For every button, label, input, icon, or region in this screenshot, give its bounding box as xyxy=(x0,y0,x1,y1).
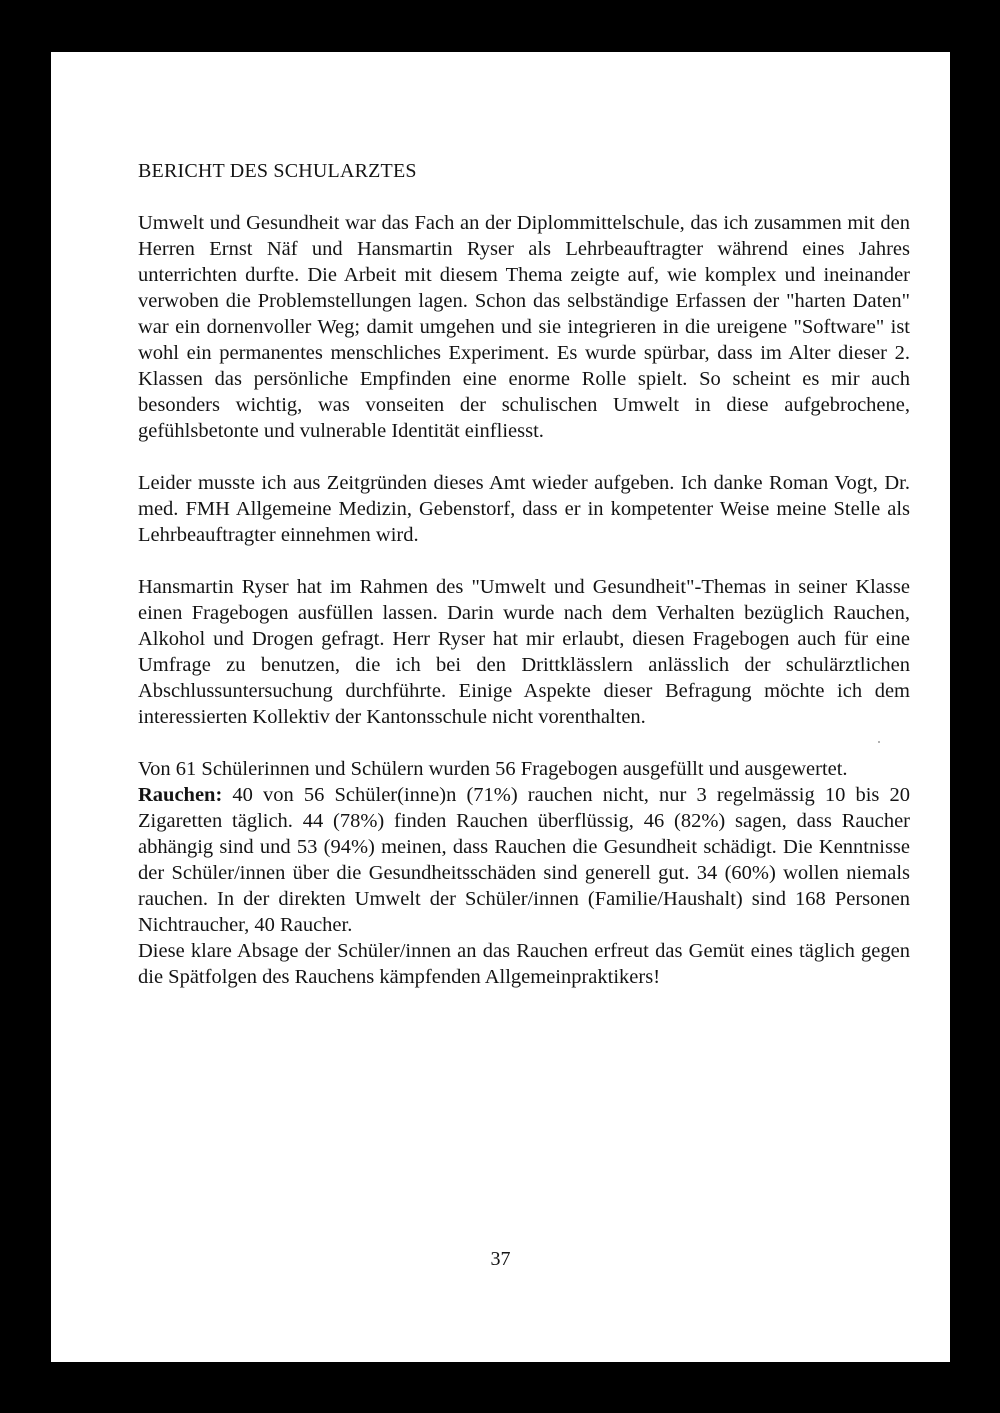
paragraph-smoking-results xyxy=(138,782,910,938)
smoking-text: 40 von 56 Schüler(inne)n (71%) rauchen nicht, nur 3 regelmässig 10 bis 20 Zigaretten täglich. 44 (78%) finden Rauchen überflüssig, 46 (82%) sagen, dass Raucher abhängig sind und 53 (94%) meinen, dass Rauchen die Gesundheit schädigt. Die Kenntnisse der Schüler/innen über die Gesundheitsschäden sind generell gut. 34 (60%) wollen niemals rauchen. In der direkten Umwelt der Schüler/innen (Familie/Haushalt) sind 168 Personen Nichtraucher, 40 Raucher. xyxy=(138,784,910,936)
document-body xyxy=(138,158,910,990)
paragraph-closing: Diese klare Absage der Schüler/innen an das Rauchen erfreut das Gemüt eines täglich gegen die Spätfolgen des Rauchens kämpfenden Allgemeinpraktikers! xyxy=(138,940,910,988)
document-page xyxy=(51,52,950,1362)
paragraph-resignation: Leider musste ich aus Zeitgründen dieses Amt wieder aufgeben. Ich danke Roman Vogt, Dr. med. FMH Allgemeine Medizin, Gebenstorf, dass er in kompetenter Weise meine Stelle als Lehrbeauftragter einnehmen wird. xyxy=(138,472,910,546)
scan-speck xyxy=(878,741,880,743)
paragraph-response-count: Von 61 Schülerinnen und Schülern wurden 56 Fragebogen ausgefüllt und ausgewertet. xyxy=(138,758,848,780)
page-title: BERICHT DES SCHULARZTES xyxy=(138,160,417,182)
paragraph-intro: Umwelt und Gesundheit war das Fach an der Diplommittelschule, das ich zusammen mit den Herren Ernst Näf und Hansmartin Ryser als Lehrbeauftragter während eines Jahres unterrichten durfte. Die Arbeit mit diesem Thema zeigte auf, wie komplex und ineinander verwoben die Problemstellungen lagen. Schon das selbständige Erfassen der "harten Daten" war ein dornenvoller Weg; damit umgehen und sie integrieren in die ureigene "Software" ist wohl ein permanentes menschliches Experiment. Es wurde spürbar, dass im Alter dieser 2. Klassen das persönliche Empfinden eine enorme Rolle spielt. So scheint es mir auch besonders wichtig, was vonseiten der schulischen Umwelt in diese aufgebrochene, gefühlsbetonte und vulnerable Identität einfliesst. xyxy=(138,212,910,442)
smoking-label: Rauchen: xyxy=(138,784,223,806)
paragraph-survey: Hansmartin Ryser hat im Rahmen des "Umwelt und Gesundheit"-Themas in seiner Klasse einen Fragebogen ausfüllen lassen. Darin wurde nach dem Verhalten bezüglich Rauchen, Alkohol und Drogen gefragt. Herr Ryser hat mir erlaubt, diesen Fragebogen auch für eine Umfrage zu benutzen, die ich bei den Drittklässlern anlässlich der schulärztlichen Abschlussuntersuchung durchführte. Einige Aspekte dieser Befragung möchte ich dem interessierten Kollektiv der Kantonsschule nicht vorenthalten. xyxy=(138,576,910,728)
page-number: 37 xyxy=(490,1248,511,1270)
